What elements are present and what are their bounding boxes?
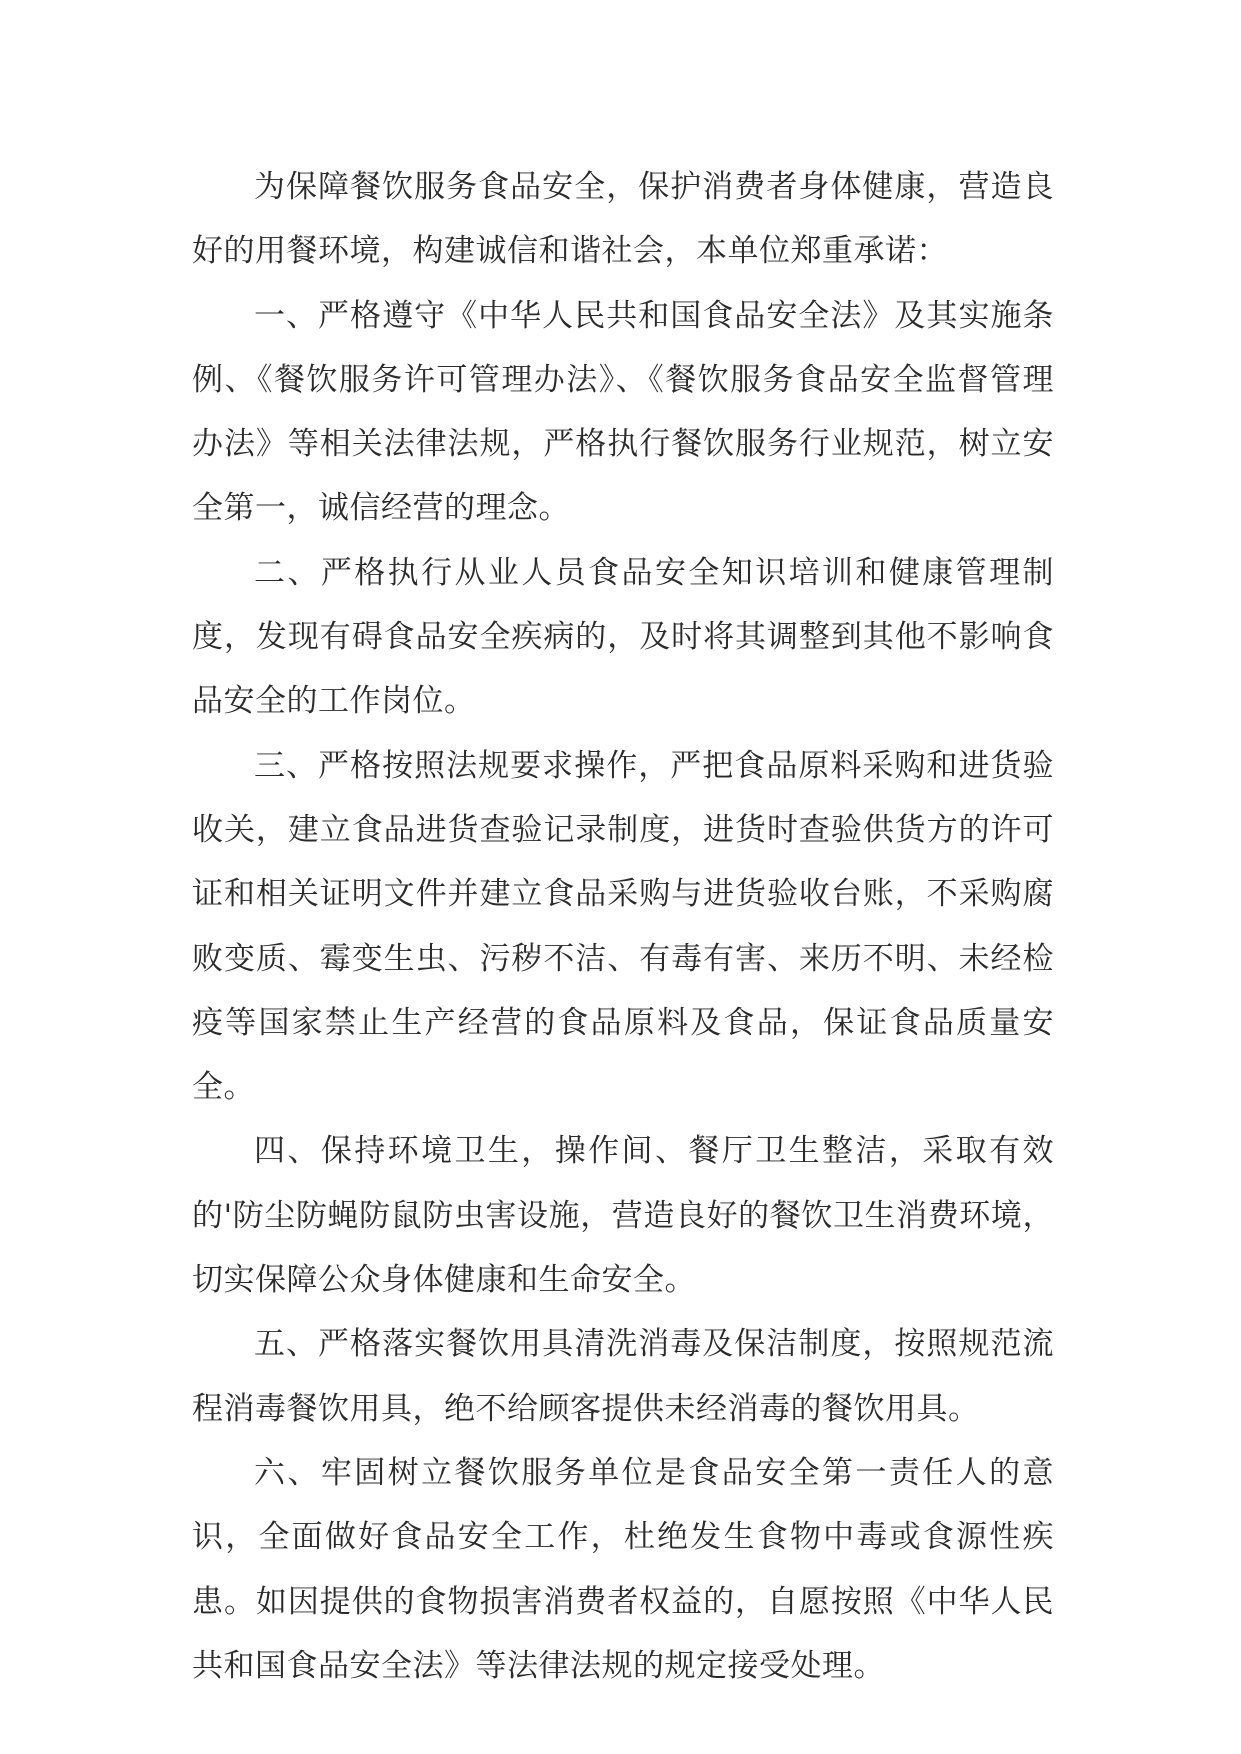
paragraph-item-6: 六、牢固树立餐饮服务单位是食品安全第一责任人的意识，全面做好食品安全工作，杜绝发生食物中毒或食源性疾患。如因提供的食物损害消费者权益的，自愿按照《中华人民共和国食品安全法》等法律法规的规定接受处理。: [192, 1454, 1054, 1684]
paragraph-item-2: 二、严格执行从业人员食品安全知识培训和健康管理制度，发现有碍食品安全疾病的，及时将其调整到其他不影响食品安全的工作岗位。: [192, 554, 1054, 720]
document-body: [192, 155, 1054, 1698]
paragraph-item-3: 三、严格按照法规要求操作，严把食品原料采购和进货验收关，建立食品进货查验记录制度，进货时查验供货方的许可证和相关证明文件并建立食品采购与进货验收台账，不采购腐败变质、霉变生虫、污秽不洁、有毒有害、来历不明、未经检疫等国家禁止生产经营的食品原料及食品，保证食品质量安全。: [192, 747, 1054, 1106]
paragraph-item-1: 一、严格遵守《中华人民共和国食品安全法》及其实施条例、《餐饮服务许可管理办法》、《餐饮服务食品安全监督管理办法》等相关法律法规，严格执行餐饮服务行业规范，树立安全第一，诚信经营的理念。: [192, 297, 1054, 527]
paragraph-item-4: 四、保持环境卫生，操作间、餐厅卫生整洁，采取有效的'防尘防蝇防鼠防虫害设施，营造良好的餐饮卫生消费环境，切实保障公众身体健康和生命安全。: [192, 1133, 1054, 1299]
paragraph-item-5: 五、严格落实餐饮用具清洗消毒及保洁制度，按照规范流程消毒餐饮用具，绝不给顾客提供未经消毒的餐饮用具。: [192, 1326, 1054, 1427]
paragraph-intro: 为保障餐饮服务食品安全，保护消费者身体健康，营造良好的用餐环境，构建诚信和谐社会，本单位郑重承诺：: [192, 169, 1054, 270]
